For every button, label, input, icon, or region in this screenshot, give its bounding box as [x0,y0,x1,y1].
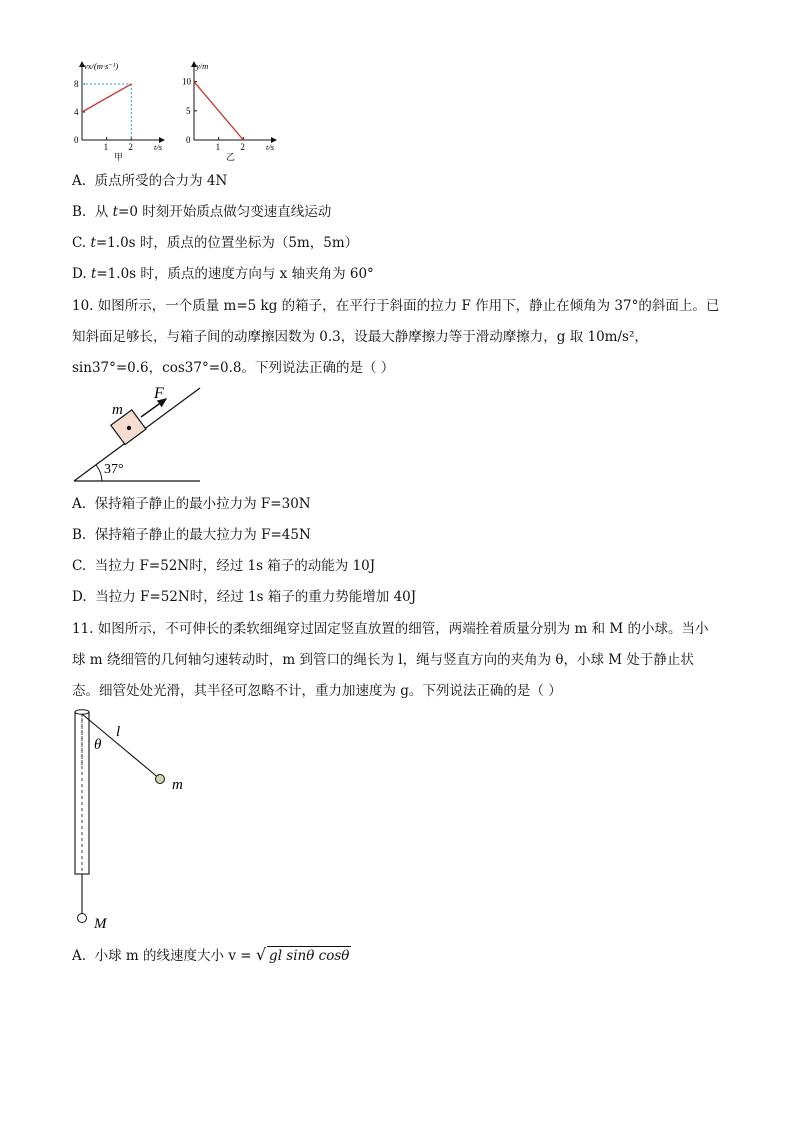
q9-option-c: C. t=1.0s 时，质点的位置坐标为（5m，5m） [72,235,359,251]
q11-stem-line3: 态。细管处处光滑，其半径可忽略不计，重力加速度为 g。下列说法正确的是（ ） [72,683,562,699]
q10-stem-line2: 知斜面足够长，与箱子间的动摩擦因数为 0.3，设最大静摩擦力等于滑动摩擦力，g 取 10m/s²， [72,329,648,345]
q11-stem-line1: 11. 如图所示，不可伸长的柔软细绳穿过固定竖直放置的细管，两端拴着质量分别为 m 和 M 的小球。当小 [72,621,709,637]
angle-arc [96,465,102,481]
origin-label: 0 [186,135,191,145]
chart-position-time [172,58,287,166]
force-label: F [154,385,164,402]
q9-option-b: B. 从 t=0 时刻开始质点做匀变速直线运动 [72,204,332,220]
big-ball-label: M [94,916,107,932]
ball-M [78,914,87,923]
tube-figure [66,706,206,934]
sqrt-expression: gl sinθ cosθ [269,948,350,964]
chart-velocity-time [60,58,175,166]
q11-option-a: A. 小球 m 的线速度大小 v = √ gl sinθ cosθ [72,945,350,964]
y-axis-label: y/m [196,61,209,71]
q9-option-a: A. 质点所受的合力为 4N [72,173,228,189]
y-tick-label: 4 [74,107,79,117]
ball-m [156,775,165,784]
x-axis-label: t/s [154,142,163,152]
q10-stem-line1: 10. 如图所示，一个质量 m=5 kg 的箱子，在平行于斜面的拉力 F 作用下，静止在倾角为 37°的斜面上。已 [72,298,720,314]
q9-option-d: D. t=1.0s 时，质点的速度方向与 x 轴夹角为 60° [72,266,374,282]
origin-label: 0 [74,135,79,145]
rope-length-label: l [116,724,121,740]
x-tick-label: 1 [103,142,109,152]
chart-caption: 甲 [114,152,124,162]
mass-label: m [112,402,123,418]
x-tick-label: 1 [215,142,221,152]
q11-stem-line2: 球 m 绕细管的几何轴匀速转动时，m 到管口的绳长为 l，绳与竖直方向的夹角为 θ，小球 M 处于静止状 [72,652,694,668]
box-center-dot [127,426,131,430]
tube-top [75,710,89,714]
x-axis-label: t/s [266,142,275,152]
y-tick-label: 8 [74,79,79,89]
incline-figure [68,384,208,486]
y-tick-label: 10 [182,76,191,87]
q10-option-b: B. 保持箱子静止的最大拉力为 F=45N [72,527,311,543]
series-line [82,84,131,112]
q10-option-d: D. 当拉力 F=52N时，经过 1s 箱子的重力势能增加 40J [72,589,417,605]
theta-label: θ [94,737,102,753]
q10-option-c: C. 当拉力 F=52N时，经过 1s 箱子的动能为 10J [72,558,376,574]
small-ball-label: m [172,777,183,793]
y-axis-label: vx/(m·s⁻¹) [84,61,119,71]
q10-option-a: A. 保持箱子静止的最小拉力为 F=30N [72,496,311,512]
y-tick-label: 5 [186,105,191,116]
series-line [194,82,243,140]
x-tick-label: 2 [128,142,133,152]
q10-stem-line3: sin37°=0.6，cos37°=0.8。下列说法正确的是（ ） [72,360,395,376]
angle-label: 37° [104,462,124,477]
x-tick-label: 2 [240,142,245,152]
chart-caption: 乙 [226,152,236,162]
